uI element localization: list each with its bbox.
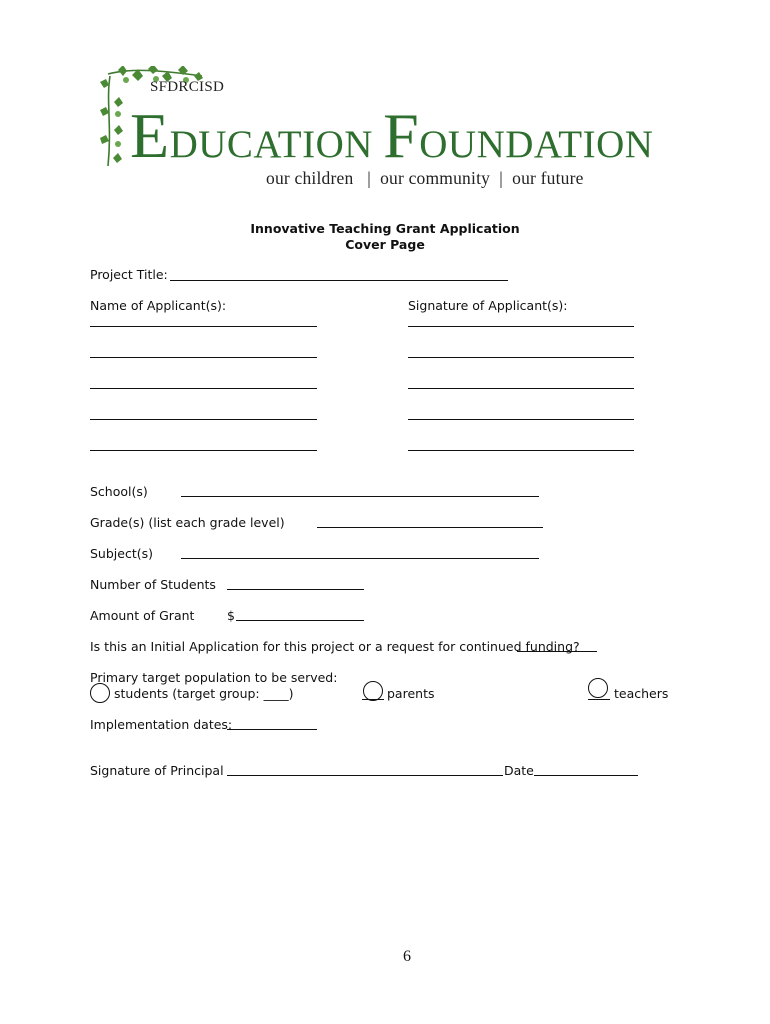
- teachers-checkbox[interactable]: [588, 678, 608, 698]
- form-title: Innovative Teaching Grant Application: [250, 221, 520, 236]
- students-checkbox[interactable]: [90, 683, 110, 703]
- target-population-label: Primary target population to be served:: [90, 670, 338, 685]
- principal-signature-field[interactable]: [227, 775, 503, 776]
- students-count-field[interactable]: [227, 589, 364, 590]
- project-title-label: Project Title:: [90, 267, 168, 282]
- teachers-blank-line: [588, 699, 610, 700]
- subject-field[interactable]: [181, 558, 539, 559]
- applicant-name-field[interactable]: [90, 326, 317, 327]
- project-title-field[interactable]: [170, 280, 508, 281]
- logo-title: EDUCATION FOUNDATION: [130, 100, 654, 171]
- applicant-signature-field[interactable]: [408, 419, 634, 420]
- logo-org-name: SFDRCISD: [150, 79, 225, 95]
- form-subtitle: Cover Page: [345, 237, 425, 252]
- applicant-name-label: Name of Applicant(s):: [90, 298, 227, 313]
- implementation-dates-field[interactable]: [227, 729, 317, 730]
- logo: [100, 66, 720, 196]
- grant-amount-label: Amount of Grant: [90, 608, 195, 623]
- applicant-signature-field[interactable]: [408, 450, 634, 451]
- implementation-dates-label: Implementation dates:: [90, 717, 233, 732]
- applicant-signature-field[interactable]: [408, 326, 634, 327]
- applicant-signature-field[interactable]: [408, 388, 634, 389]
- parents-checkbox[interactable]: [363, 681, 383, 701]
- grant-amount-field[interactable]: [236, 620, 364, 621]
- applicant-signature-field[interactable]: [408, 357, 634, 358]
- school-field[interactable]: [181, 496, 539, 497]
- date-field[interactable]: [534, 775, 638, 776]
- page-number: 6: [403, 948, 411, 965]
- target-teachers-label: teachers: [614, 686, 669, 701]
- applicant-name-field[interactable]: [90, 357, 317, 358]
- initial-application-question: Is this an Initial Application for this project or a request for continued funding?: [90, 639, 580, 654]
- grade-label: Grade(s) (list each grade level): [90, 515, 285, 530]
- target-parents-label: parents: [387, 686, 435, 701]
- target-students-label: students (target group: ____): [114, 686, 294, 701]
- students-count-label: Number of Students: [90, 577, 216, 592]
- grade-field[interactable]: [317, 527, 543, 528]
- applicant-name-field[interactable]: [90, 388, 317, 389]
- currency-symbol: $: [227, 608, 235, 623]
- date-label: Date: [504, 763, 534, 778]
- applicant-signature-label: Signature of Applicant(s):: [408, 298, 568, 313]
- school-label: School(s): [90, 484, 148, 499]
- subject-label: Subject(s): [90, 546, 153, 561]
- applicant-name-field[interactable]: [90, 450, 317, 451]
- principal-signature-label: Signature of Principal: [90, 763, 224, 778]
- logo-tagline: our children | our community | our future: [266, 168, 584, 188]
- initial-application-field[interactable]: [517, 651, 597, 652]
- applicant-name-field[interactable]: [90, 419, 317, 420]
